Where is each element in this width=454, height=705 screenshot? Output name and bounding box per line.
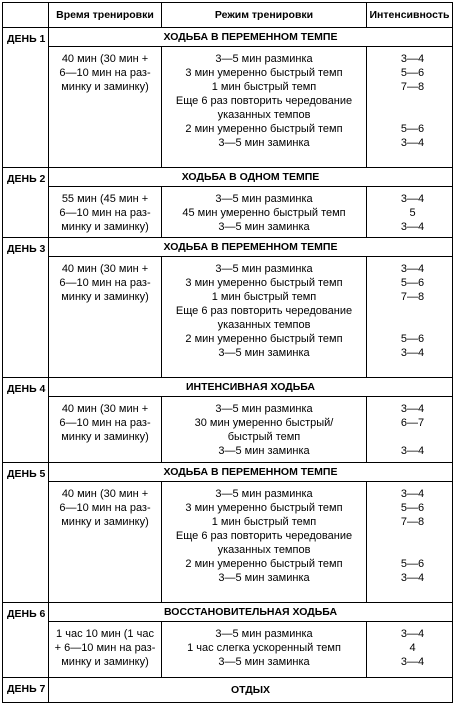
day-label: ДЕНЬ 6 [3,602,49,677]
intensity-value [373,304,452,318]
step-line: 3—5 мин разминка [215,487,313,500]
step-line: 3—5 мин разминка [215,628,313,641]
intensity-value: 5—6 [400,123,425,136]
day-label: ДЕНЬ 5 [3,462,49,602]
intensity-value: 5—6 [400,276,425,289]
duration-cell [49,187,162,237]
duration-line: минку и заминку) [61,656,149,669]
day-mode-row [3,462,453,481]
duration-line: 55 мин (45 мин + [61,193,149,206]
mode-title: ВОССТАНОВИТЕЛЬНАЯ ХОДЬБА [49,602,453,621]
step-line: 3—5 мин разминка [215,403,313,416]
day-details-row [3,622,453,677]
day-details-row [3,187,453,237]
intensity-value [373,543,452,557]
intensity-value: 3—4 [400,346,425,359]
duration-cell [49,481,162,602]
intensity-value: 5—6 [400,67,425,80]
day-details-row [3,47,453,168]
duration-cell [49,397,162,463]
intensity-value: 3—4 [400,262,425,275]
intensity-value: 3—4 [400,628,425,641]
duration-line: минку и заминку) [61,290,149,303]
day-label: ДЕНЬ 2 [3,168,49,238]
duration-line: 6—10 мин на раз- [59,501,151,514]
steps-cell [162,622,367,677]
day-mode-row [3,168,453,187]
day-mode-row [3,28,453,47]
day-label: ДЕНЬ 1 [3,28,49,168]
step-line: 3—5 мин заминка [218,137,310,150]
duration-line: минку и заминку) [61,81,149,94]
duration-line: минку и заминку) [61,431,149,444]
table-body [3,28,453,703]
day-label: ДЕНЬ 4 [3,378,49,463]
step-line: 1 час слегка ускоренный темп [187,642,341,655]
intensity-value: 5—6 [400,332,425,345]
duration-line: 1 час 10 мин (1 час [56,628,154,641]
steps-cell [162,397,367,463]
step-line: 3—5 мин заминка [218,656,310,669]
intensity-cell [367,256,453,377]
intensity-value [373,318,452,332]
day-details-row [3,256,453,377]
intensity-cell [367,481,453,602]
duration-line: 40 мин (30 мин + [61,487,149,500]
mode-title: ХОДЬБА В ОДНОМ ТЕМПЕ [49,168,453,187]
step-line: 2 мин умеренно быстрый темп [185,557,343,570]
mode-title: ИНТЕНСИВНАЯ ХОДЬБА [49,378,453,397]
day-mode-row [3,378,453,397]
intensity-value: 3—4 [400,445,425,458]
step-line: 3 мин умеренно быстрый темп [185,501,343,514]
training-table [2,2,453,703]
intensity-cell [367,47,453,168]
intensity-value: 3—4 [400,193,425,206]
duration-line: 6—10 мин на раз- [59,67,151,80]
duration-cell [49,47,162,168]
step-line: 1 мин быстрый темп [211,81,317,94]
step-line: 3—5 мин заминка [218,445,310,458]
step-line: 30 мин умеренно быстрый/ [194,417,334,430]
intensity-value: 3—4 [400,656,425,669]
intensity-value: 3—4 [400,221,425,234]
step-line: 1 мин быстрый темп [211,290,317,303]
intensity-cell [367,187,453,237]
step-line: 2 мин умеренно быстрый темп [185,332,343,345]
steps-cell [162,256,367,377]
step-line: 2 мин умеренно быстрый темп [185,123,343,136]
duration-line: 40 мин (30 мин + [61,262,149,275]
step-line: 3—5 мин разминка [215,193,313,206]
intensity-value: 7—8 [400,81,425,94]
intensity-value: 3—4 [400,403,425,416]
step-line: указанных темпов [217,543,311,556]
intensity-value: 3—4 [400,137,425,150]
mode-title: ХОДЬБА В ПЕРЕМЕННОМ ТЕМПЕ [49,237,453,256]
step-line: 3—5 мин разминка [215,262,313,275]
intensity-value: 7—8 [400,515,425,528]
header-time: Время тренировки [49,3,162,28]
step-line: Еще 6 раз повторить чередование [175,304,353,317]
intensity-value: 5 [409,207,416,220]
step-line: Еще 6 раз повторить чередование [175,529,353,542]
intensity-value: 3—4 [400,53,425,66]
intensity-value: 5—6 [400,501,425,514]
step-line: быстрый темп [227,431,301,444]
step-line: Еще 6 раз повторить чередование [175,95,353,108]
mode-title: ХОДЬБА В ПЕРЕМЕННОМ ТЕМПЕ [49,462,453,481]
step-line: 3—5 мин заминка [218,571,310,584]
header-mode: Режим тренировки [162,3,367,28]
duration-cell [49,256,162,377]
duration-line: 6—10 мин на раз- [59,276,151,289]
intensity-value [373,529,452,543]
duration-line: 40 мин (30 мин + [61,403,149,416]
header-row [3,3,453,28]
intensity-value: 6—7 [400,417,425,430]
intensity-value: 4 [409,642,416,655]
intensity-cell [367,397,453,463]
duration-line: 40 мин (30 мин + [61,53,149,66]
step-line: 1 мин быстрый темп [211,515,317,528]
duration-line: + 6—10 мин на раз- [54,642,156,655]
header-day-column [3,3,49,28]
step-line: указанных темпов [217,318,311,331]
step-line: 3 мин умеренно быстрый темп [185,276,343,289]
day-label: ДЕНЬ 3 [3,237,49,377]
header-intensity: Интенсивность [367,3,453,28]
day-details-row [3,397,453,463]
duration-line: минку и заминку) [61,515,149,528]
steps-cell [162,187,367,237]
intensity-value [373,430,452,444]
step-line: 3—5 мин заминка [218,346,310,359]
intensity-value [373,108,452,122]
day-mode-row [3,237,453,256]
intensity-cell [367,622,453,677]
day-label: ДЕНЬ 7 [3,677,49,702]
intensity-value [373,94,452,108]
step-line: 45 мин умеренно быстрый темп [182,207,346,220]
step-line: указанных темпов [217,109,311,122]
steps-cell [162,47,367,168]
duration-line: минку и заминку) [61,221,149,234]
intensity-value: 7—8 [400,290,425,303]
day-mode-row [3,677,453,702]
duration-line: 6—10 мин на раз- [59,417,151,430]
day-details-row [3,481,453,602]
intensity-value: 5—6 [400,557,425,570]
step-line: 3 мин умеренно быстрый темп [185,67,343,80]
intensity-value: 3—4 [400,571,425,584]
intensity-value: 3—4 [400,487,425,500]
day-mode-row [3,602,453,621]
step-line: 3—5 мин разминка [215,53,313,66]
duration-line: 6—10 мин на раз- [59,207,151,220]
steps-cell [162,481,367,602]
duration-cell [49,622,162,677]
mode-title: ОТДЫХ [49,677,453,702]
step-line: 3—5 мин заминка [218,221,310,234]
mode-title: ХОДЬБА В ПЕРЕМЕННОМ ТЕМПЕ [49,28,453,47]
